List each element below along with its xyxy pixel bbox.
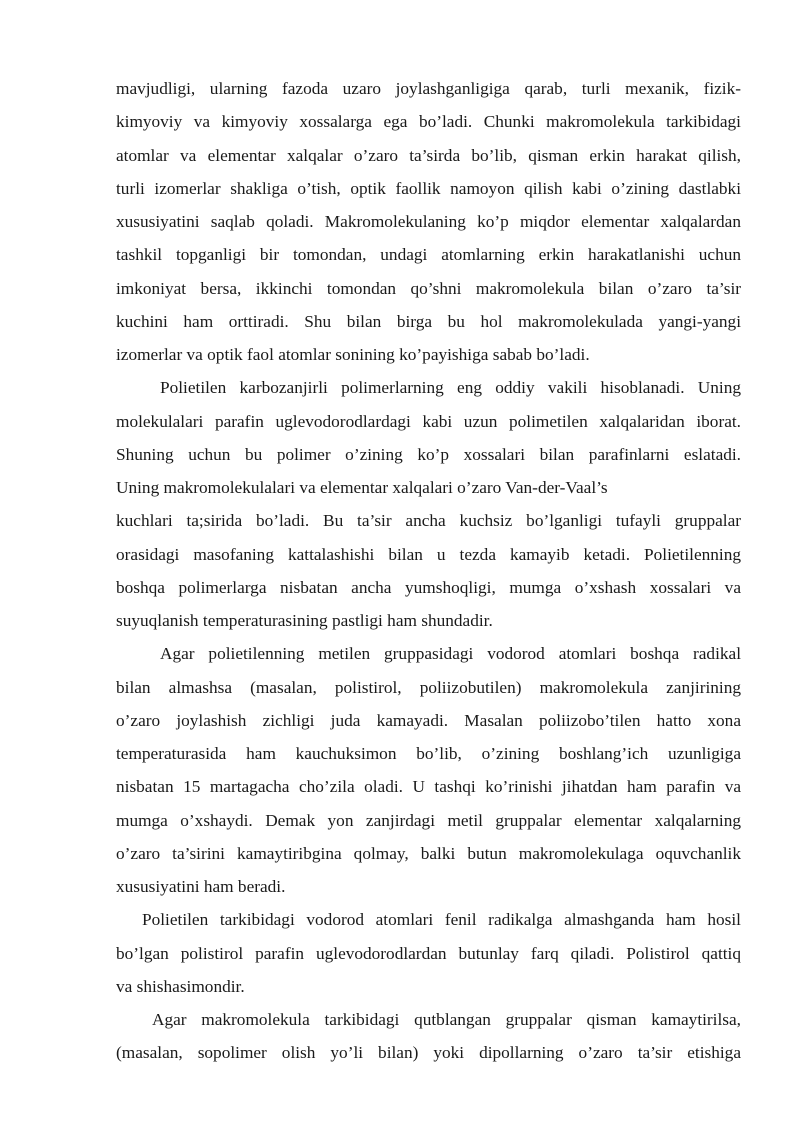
text-line: xususiyatini saqlab qoladi. Makromolekulaning ko’p miqdor elementar xalqalardan (116, 212, 741, 231)
text-line: temperaturasida ham kauchuksimon bo’lib, o’zining boshlang’ich uzunligiga (116, 744, 741, 763)
text-line: Shuning uchun bu polimer o’zining ko’p xossalari bilan parafinlarni eslatadi. (116, 444, 741, 464)
text-line: atomlar va elementar xalqalar o’zaro ta’sirda bo’lib, qisman erkin harakat qilish, (116, 145, 741, 165)
text-line: Uning makromolekulalari va elementar xalqalari o’zaro Van-der-Vaal’s (116, 478, 608, 497)
text-line: suyuqlanish temperaturasining pastligi ham shundadir. (116, 611, 493, 630)
document-body (116, 72, 741, 1070)
text-line: o’zaro joylashish zichligi juda kamayadi. Masalan poliizobo’tilen hatto xona (116, 710, 741, 730)
text-line: nisbatan 15 martagacha cho’zila oladi. U tashqi ko’rinishi jihatdan ham parafin va (116, 777, 741, 797)
text-line: kimyoviy va kimyoviy xossalarga ega bo’ladi. Chunki makromolekula tarkibidagi (116, 112, 741, 132)
text-line: (masalan, sopolimer olish yo’li bilan) yoki dipollarning o’zaro ta’sir etishiga (116, 1043, 741, 1063)
text-line: bilan almashsa (masalan, polistirol, poliizobutilen) makromolekula zanjirining (116, 677, 741, 697)
paragraph-first-line: Polietilen karbozanjirli polimerlarning eng oddiy vakili hisoblanadi. Uning (160, 378, 741, 398)
text-line: mavjudligi, ularning fazoda uzaro joylashganligiga qarab, turli mexanik, fizik- (116, 79, 741, 98)
paragraph-first-line: Agar makromolekula tarkibidagi qutblangan gruppalar qisman kamaytirilsa, (152, 1010, 741, 1029)
text-line: mumga o’xshaydi. Demak yon zanjirdagi metil gruppalar elementar xalqalarning (116, 810, 741, 830)
text-line: imkoniyat bersa, ikkinchi tomondan qo’shni makromolekula bilan o’zaro ta’sir (116, 278, 741, 298)
text-line: va shishasimondir. (116, 976, 245, 996)
text-line: kuchini ham orttiradi. Shu bilan birga bu hol makromolekulada yangi-yangi (116, 311, 741, 331)
text-line: xususiyatini ham beradi. (116, 877, 286, 896)
text-line: orasidagi masofaning kattalashishi bilan u tezda kamayib ketadi. Polietilenning (116, 544, 741, 564)
paragraph-first-line: Agar polietilenning metilen gruppasidagi vodorod atomlari boshqa radikal (160, 644, 741, 664)
text-line: izomerlar va optik faol atomlar sonining ko’payishiga sabab bo’ladi. (116, 345, 590, 364)
text-line: kuchlari ta;sirida bo’ladi. Bu ta’sir ancha kuchsiz bo’lganligi tufayli gruppalar (116, 511, 741, 531)
text-line: bo’lgan polistirol parafin uglevodorodlardan butunlay farq qiladi. Polistirol qattiq (116, 943, 741, 963)
text-line: molekulalari parafin uglevodorodlardagi kabi uzun polimetilen xalqalaridan iborat. (116, 411, 741, 431)
paragraph-first-line: Polietilen tarkibidagi vodorod atomlari fenil radikalga almashganda ham hosil (142, 910, 741, 930)
text-line: o’zaro ta’sirini kamaytiribgina qolmay, balki butun makromolekulaga oquvchanlik (116, 843, 741, 863)
text-line: tashkil topganligi bir tomondan, undagi atomlarning erkin harakatlanishi uchun (116, 245, 741, 265)
text-line: turli izomerlar shakliga o’tish, optik faollik namoyon qilish kabi o’zining dastlabki (116, 178, 741, 198)
text-line: boshqa polimerlarga nisbatan ancha yumshoqligi, mumga o’xshash xossalari va (116, 577, 741, 597)
